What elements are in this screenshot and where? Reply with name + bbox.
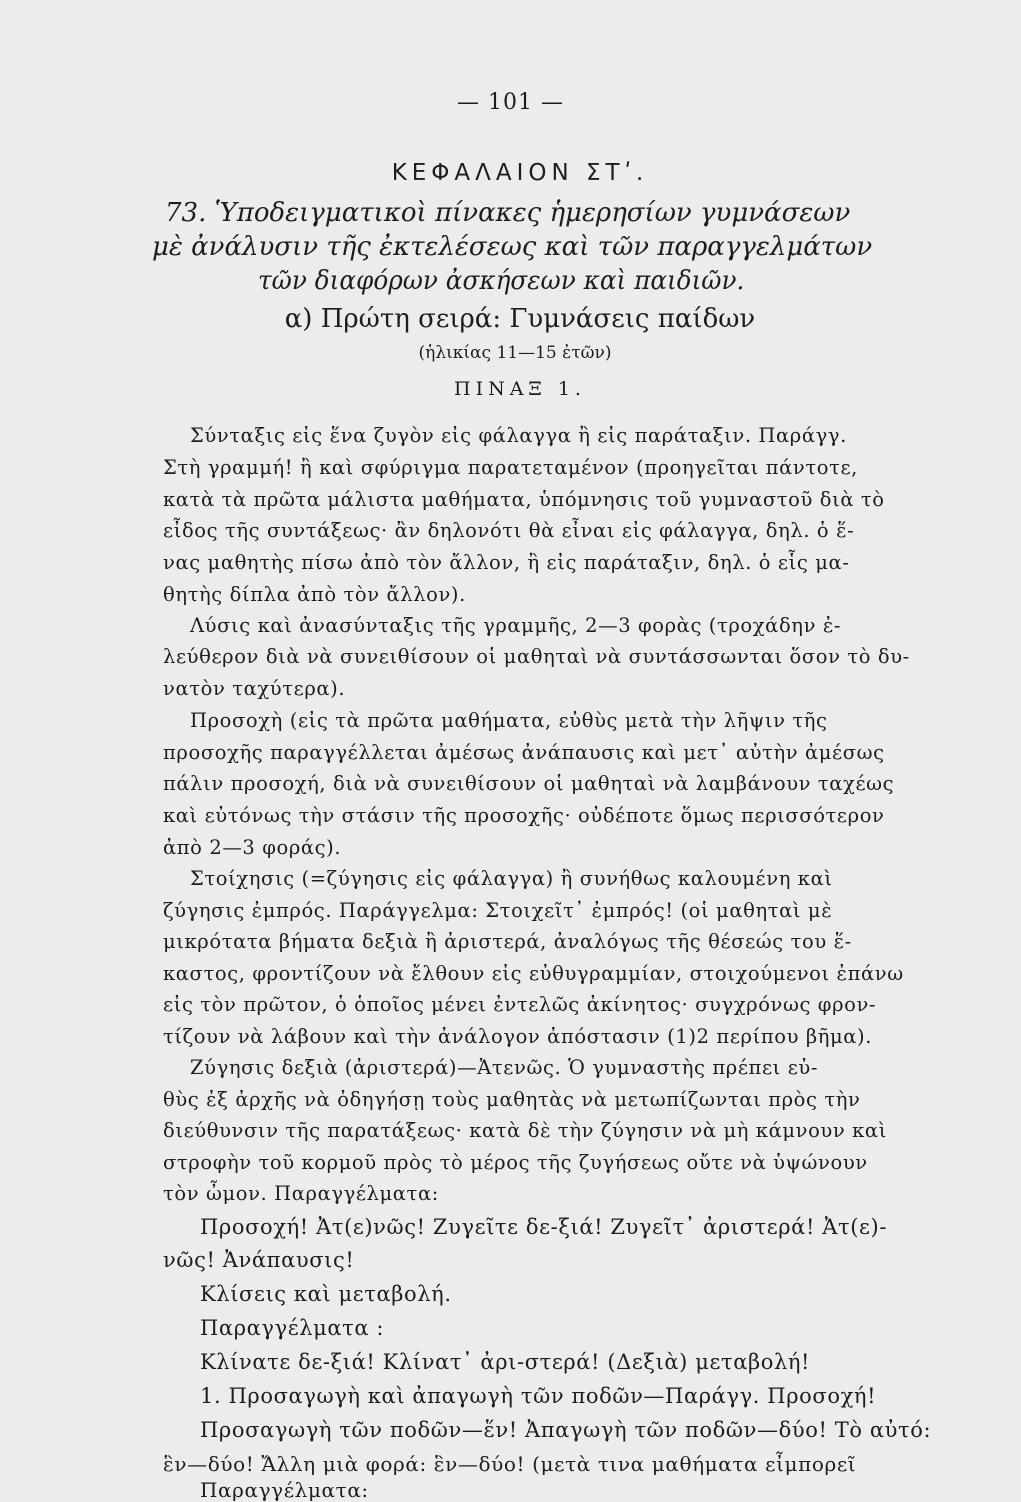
body-line: Λύσις καὶ ἀνασύνταξις τῆς γραμμῆς, 2—3 φορὰς (τροχάδην ἐ-: [190, 614, 842, 637]
body-line: Προσαγωγὴ τῶν ποδῶν—ἕν! Ἀπαγωγὴ τῶν ποδῶν—δύο! Τὸ αὐτό:: [200, 1418, 932, 1442]
section-heading-line: 73. Ὑποδειγματικοὶ πίνακες ἡμερησίων γυμνάσεων: [165, 198, 851, 228]
body-line: Προσοχὴ (εἰς τὰ πρῶτα μαθήματα, εὐθὺς μετὰ τὴν λῆψιν τῆς: [190, 709, 828, 732]
body-line: 1. Προσαγωγὴ καὶ ἀπαγωγὴ τῶν ποδῶν—Παράγγ. Προσοχή!: [200, 1384, 877, 1408]
body-line: τίζουν νὰ λάβουν καὶ τὴν ἀνάλογον ἀπόστασιν (1)2 περίπου βῆμα).: [163, 1025, 873, 1048]
body-line: Κλίνατε δε-ξιά! Κλίνατ᾿ ἀρι-στερά! (Δεξιὰ) μεταβολή!: [200, 1350, 811, 1374]
body-line: Ζύγησις δεξιὰ (ἀριστερά)—Ἀτενῶς. Ὁ γυμναστὴς πρέπει εὐ-: [190, 1056, 819, 1079]
body-line: ἓν—δύο! Ἄλλη μιὰ φορά: ἓν—δύο! (μετὰ τινα μαθήματα εἶμπορεῖ: [163, 1452, 857, 1476]
body-line: εἶδος τῆς συντάξεως· ἂν δηλονότι θὰ εἶναι εἰς φάλαγγα, δηλ. ὁ ἕ-: [163, 519, 855, 542]
body-line: καὶ εὐτόνως τὴν στάσιν τῆς προσοχῆς· οὐδέποτε ὅμως περισσότερον: [163, 804, 885, 827]
chapter-title: ΚΕΦΑΛΑΙΟΝ ΣΤʹ.: [391, 160, 649, 186]
body-line: εἰς τὸν πρῶτον, ὁ ὁποῖος μένει ἐντελῶς ἀκίνητος· συγχρόνως φρον-: [163, 993, 877, 1016]
table-label: ΠΙΝΑΞ 1.: [454, 378, 586, 400]
body-line: Στὴ γραμμή! ἢ καὶ σφύριγμα παρατεταμένον (προηγεῖται πάντοτε,: [163, 456, 858, 479]
body-line: διεύθυνσιν τῆς παρατάξεως· κατὰ δὲ τὴν ζύγησιν νὰ μὴ κάμνουν καὶ: [163, 1119, 887, 1142]
body-line: θητὴς δίπλα ἀπὸ τὸν ἄλλον).: [163, 583, 466, 606]
body-line: τὸν ὦμον. Παραγγέλματα:: [163, 1182, 439, 1205]
body-line: στροφὴν τοῦ κορμοῦ πρὸς τὸ μέρος τῆς ζυγήσεως οὔτε νὰ ὑψώνουν: [163, 1151, 868, 1174]
body-line: Προσοχή! Ἀτ(ε)νῶς! Ζυγεῖτε δε-ξιά! Ζυγεῖτ᾿ ἀριστερά! Ἀτ(ε)-: [200, 1215, 888, 1239]
body-line: Παραγγέλματα:: [200, 1478, 369, 1502]
age-range: (ἡλικίας 11—15 ἐτῶν): [418, 343, 612, 363]
series-title: α) Πρώτη σειρά: Γυμνάσεις παίδων: [284, 304, 756, 334]
body-line: κατὰ τὰ πρῶτα μάλιστα μαθήματα, ὑπόμνησις τοῦ γυμναστοῦ διὰ τὸ: [163, 488, 885, 511]
body-line: προσοχῆς παραγγέλλεται ἀμέσως ἀνάπαυσις καὶ μετ᾿ αὐτὴν ἀμέσως: [163, 741, 885, 764]
body-line: Παραγγέλματα :: [200, 1316, 385, 1340]
body-line: Κλίσεις καὶ μεταβολή.: [200, 1282, 452, 1306]
body-line: ἀπὸ 2—3 φοράς).: [163, 836, 342, 859]
body-line: μικρότατα βήματα δεξιὰ ἢ ἀριστερά, ἀναλόγως τῆς θέσεώς του ἕ-: [163, 930, 852, 953]
body-line: Σύνταξις εἰς ἕνα ζυγὸν εἰς φάλαγγα ἢ εἰς παράταξιν. Παράγγ.: [190, 424, 847, 447]
body-line: νας μαθητὴς πίσω ἀπὸ τὸν ἄλλον, ἢ εἰς παράταξιν, δηλ. ὁ εἷς μα-: [163, 551, 850, 574]
body-line: Στοίχησις (=ζύγησις εἰς φάλαγγα) ἢ συνήθως καλουμένη καὶ: [190, 867, 833, 890]
body-line: νῶς! Ἀνάπαυσις!: [163, 1248, 355, 1272]
body-line: νατὸν ταχύτερα).: [163, 677, 346, 700]
page-number: — 101 —: [457, 90, 564, 115]
body-line: θὺς ἐξ ἀρχῆς νὰ ὁδηγήσῃ τοὺς μαθητὰς νὰ μετωπίζωνται πρὸς τὴν: [163, 1088, 861, 1111]
body-line: ζύγησις ἐμπρός. Παράγγελμα: Στοιχεῖτ᾿ ἐμπρός! (οἱ μαθηταὶ μὲ: [163, 899, 833, 922]
body-line: πάλιν προσοχή, διὰ νὰ συνειθίσουν οἱ μαθηταὶ νὰ λαμβάνουν ταχέως: [163, 772, 895, 795]
body-line: λεύθερον διὰ νὰ συνειθίσουν οἱ μαθηταὶ νὰ συντάσσωνται ὅσον τὸ δυ-: [163, 645, 910, 668]
section-heading-line: τῶν διαφόρων ἀσκήσεων καὶ παιδιῶν.: [258, 266, 745, 296]
section-heading-line: μὲ ἀνάλυσιν τῆς ἐκτελέσεως καὶ τῶν παραγγελμάτων: [152, 232, 873, 262]
body-line: καστος, φροντίζουν νὰ ἔλθουν εἰς εὐθυγραμμίαν, στοιχούμενοι ἐπάνω: [163, 962, 904, 985]
